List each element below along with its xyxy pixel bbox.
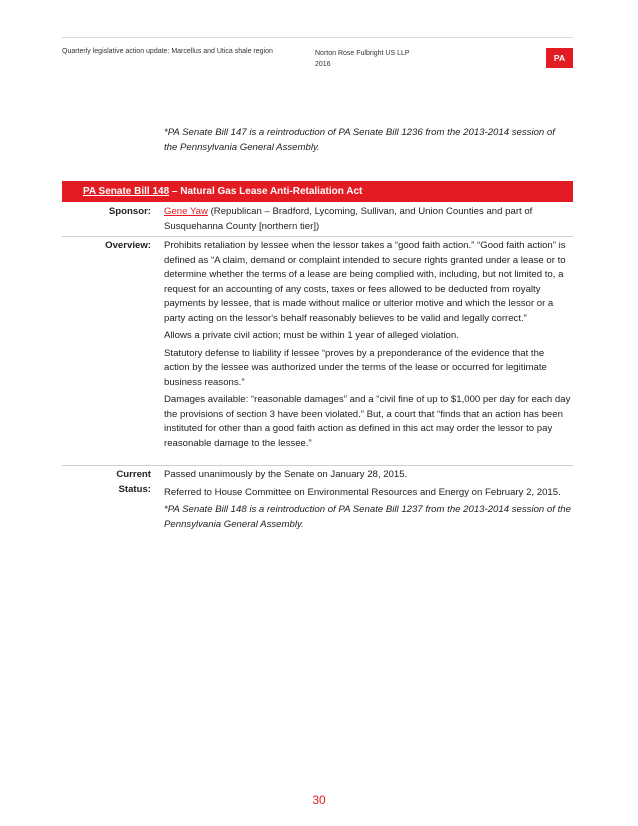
bill-number-link[interactable]: PA Senate Bill 148 (83, 186, 170, 197)
overview-paragraph: Statutory defense to liability if lessee “proves by a preponderance of the evidence that the action by the lessee was authorized under the terms of the lease or occurred for legitimate business reasons.” (164, 347, 547, 388)
overview-label: Overview: (105, 240, 151, 251)
previous-bill-note: *PA Senate Bill 147 is a reintroduction of PA Senate Bill 1236 from the 2013-2014 session of the Pennsylvania General Assembly. (164, 127, 555, 153)
header-title: Quarterly legislative action update: Marcellus and Utica shale region (62, 48, 273, 55)
sponsor-link[interactable]: Gene Yaw (164, 206, 208, 217)
page-number: 30 (312, 793, 326, 807)
bill-title: – Natural Gas Lease Anti-Retaliation Act (169, 186, 363, 197)
bill-heading-bar (62, 181, 573, 202)
sponsor-label: Sponsor: (108, 206, 151, 217)
status-content (164, 468, 572, 535)
status-label-line: Status: (118, 483, 151, 495)
header-firm-block (315, 48, 410, 70)
status-line: Referred to House Committee on Environmental Resources and Energy on February 2, 2015. (164, 486, 561, 498)
status-label-line: Current (116, 469, 151, 480)
status-label (62, 468, 151, 497)
header-firm: Norton Rose Fulbright US LLP (315, 50, 410, 57)
header-rule (62, 37, 573, 38)
state-badge: PA (546, 48, 573, 68)
header-year: 2016 (315, 61, 331, 68)
status-note: *PA Senate Bill 148 is a reintroduction of PA Senate Bill 1237 from the 2013-2014 session of the Pennsylvania General Assembly. (164, 504, 571, 530)
row-divider (62, 465, 573, 466)
status-line: Passed unanimously by the Senate on January 28, 2015. (164, 469, 408, 480)
overview-content (164, 239, 572, 454)
row-divider (62, 236, 573, 237)
sponsor-detail: (Republican – Bradford, Lycoming, Sullivan, and Union Counties and part of Susquehanna County [northern tier]) (164, 206, 533, 232)
overview-paragraph: Damages available: “reasonable damages” and a “civil fine of up to $1,000 per day for each day the provisions of section 3 have been violated.” But, a court that “finds that an action has been instituted for other than a good faith action as defined in this act may order the lessor to pay reasonable damage to the lessee.” (164, 394, 571, 449)
sponsor-content (164, 205, 572, 234)
overview-paragraph: Prohibits retaliation by lessee when the lessor takes a “good faith action.” “Good faith action” is defined as “A claim, demand or complaint intended to secure rights granted under a lease or to determine whether the terms of a lease are being complied with, including, but not limited to, a request for an accounting of any costs, taxes or fees allowed to be deducted from royalty payments by lessee, that is made without malice or ulterior motive and which the lessor or a party acting on the lessor's behalf reasonably believes to be valid and legally correct.” (164, 240, 566, 324)
overview-paragraph: Allows a private civil action; must be within 1 year of alleged violation. (164, 330, 459, 341)
